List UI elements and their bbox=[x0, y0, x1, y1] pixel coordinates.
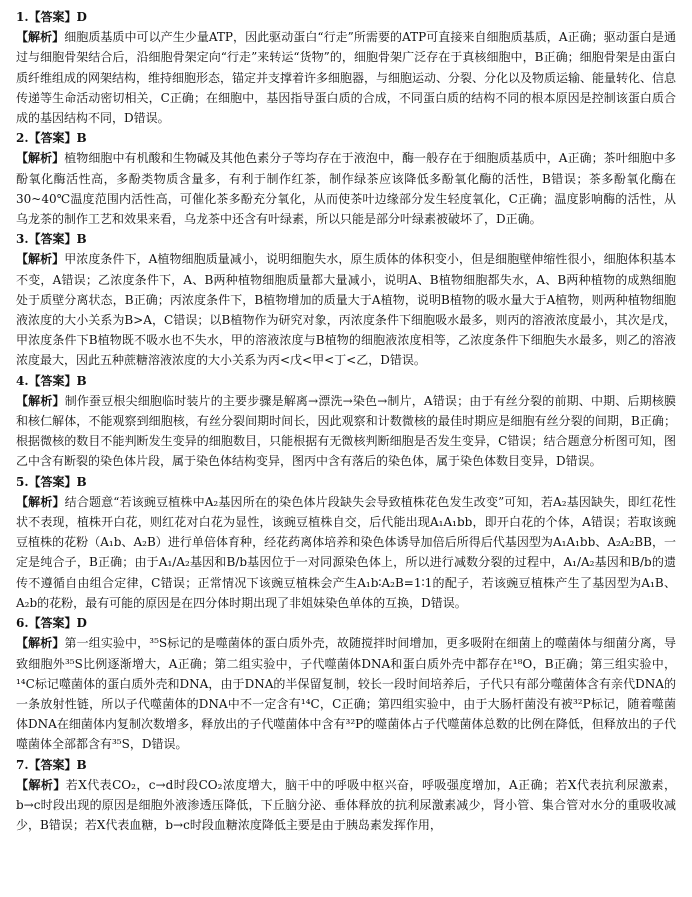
explanation-text: 第一组实验中，³⁵S标记的是噬菌体的蛋白质外壳，故随搅拌时间增加，更多吸附在细菌上的噬菌体与细菌分离，导致细胞外³⁵S比例逐渐增大，A正确；第二组实验中，子代噬菌体DNA和蛋白质外壳中都存在¹⁸O，B正确；第三组实验中，¹⁴C标记噬菌体的蛋白质外壳和DNA，由于DNA的半保留复制，较长一段时间培养后，子代只有部分噬菌体含有亲代DNA的一条放射性链，所以子代噬菌体的DNA中不一定含有¹⁴C，C正确；第四组实验中，由于大肠杆菌没有被³²P标记，随着噬菌体DNA在细菌体内复制次数增多，释放出的子代噬菌体中含有³²P的噬菌体占子代噬菌体总数的比例在降低，但释放出的子代噬菌体全部都含有³⁵S，D错误。 bbox=[16, 636, 676, 752]
explanation bbox=[16, 27, 676, 128]
explanation-text: 结合题意“若该豌豆植株中A₂基因所在的染色体片段缺失会导致植株花色发生改变”可知，若A₂基因缺失，即红花性状不表现，植株开白花，则红花对白花为显性，该豌豆植株自交，后代能出现A₁A₁bb，即开白花的个体，A错误；若取该豌豆植株的花粉（A₁b、A₂B）进行单倍体育种，经花药离体培养和染色体诱导加倍后所得后代基因型为A₁A₁bb、A₂A₂BB，一定是纯合子，B正确；由于A₁/A₂基因和B/b基因位于一对同源染色体上，所以进行减数分裂的过程中，A₁/A₂基因和B/b的遗传不遵循自由组合定律，C错误；正常情况下该豌豆植株会产生A₁b∶A₂B=1∶1的配子，若该豌豆植株产生了基因型为A₁B、A₂b的花粉，最有可能的原因是在四分体时期出现了非姐妹染色单体的互换，D错误。 bbox=[16, 494, 676, 610]
question-number: 3. bbox=[16, 232, 29, 247]
answer-value: B bbox=[76, 757, 87, 772]
answer-label: 【答案】 bbox=[28, 616, 77, 631]
question-number: 6. bbox=[16, 616, 29, 631]
answer-value: B bbox=[76, 232, 87, 247]
question-1 bbox=[16, 7, 676, 128]
explanation bbox=[16, 249, 676, 370]
explanation bbox=[16, 775, 676, 836]
question-number: 1. bbox=[16, 10, 29, 24]
answer-value: D bbox=[76, 10, 87, 24]
answer-label: 【答案】 bbox=[28, 131, 77, 146]
answer-line bbox=[16, 7, 676, 27]
question-number: 7. bbox=[16, 757, 29, 772]
answer-value: B bbox=[76, 474, 87, 489]
answer-line bbox=[16, 755, 676, 775]
explanation-label: 【解析】 bbox=[16, 30, 65, 45]
explanation-label: 【解析】 bbox=[16, 393, 65, 408]
answer-label: 【答案】 bbox=[28, 757, 77, 772]
question-number: 5. bbox=[16, 474, 29, 489]
question-2 bbox=[16, 128, 676, 229]
answer-line bbox=[16, 472, 676, 492]
answer-label: 【答案】 bbox=[28, 10, 77, 24]
answer-line bbox=[16, 371, 676, 391]
answer-label: 【答案】 bbox=[28, 474, 77, 489]
answer-line bbox=[16, 229, 676, 249]
answer-value: D bbox=[76, 616, 87, 631]
answer-label: 【答案】 bbox=[28, 373, 77, 388]
answer-line bbox=[16, 613, 676, 633]
explanation bbox=[16, 391, 676, 472]
answer-value: B bbox=[76, 373, 87, 388]
explanation-text: 制作蚕豆根尖细胞临时装片的主要步骤是解离→漂洗→染色→制片，A错误；由于有丝分裂的前期、中期、后期核膜和核仁解体，不能观察到细胞核，有丝分裂间期时间长，因此观察和计数微核的最佳时期应是细胞有丝分裂的间期，B正确；根据微核的数目不能判断发生变异的细胞数目，只能根据有无微核判断细胞是否发生变异，C错误；结合题意分析图可知，图乙中含有断裂的染色体片段，属于染色体结构变异，图丙中含有落后的染色体，属于染色体数目变异，D错误。 bbox=[16, 393, 676, 469]
explanation-label: 【解析】 bbox=[16, 777, 66, 792]
explanation-text: 植物细胞中有机酸和生物碱及其他色素分子等均存在于液泡中，酶一般存在于细胞质基质中，A正确；茶叶细胞中多酚氧化酶活性高，多酚类物质含量多，有利于制作红茶，制作绿茶应该降低多酚氧化酶的活性，B错误；茶多酚氧化酶在30~40℃温度范围内活性高，可催化茶多酚充分氧化，从而使茶叶边缘部分发生轻度氧化，C正确；温度影响酶的活性，从乌龙茶的制作工艺和效果来看，乌龙茶中还含有叶绿素，所以只能是部分叶绿素被破坏了，D正确。 bbox=[16, 151, 676, 227]
explanation bbox=[16, 492, 676, 613]
question-7 bbox=[16, 755, 676, 836]
explanation-text: 甲浓度条件下，A植物细胞质量减小，说明细胞失水，原生质体的体积变小，但是细胞壁伸缩性很小，细胞体积基本不变，A错误；乙浓度条件下，A、B两种植物细胞质量都大量减小，说明A、B植物细胞都失水，A、B两种植物的成熟细胞处于质壁分离状态，B正确；丙浓度条件下，B植物增加的质量大于A植物，说明B植物的吸水量大于A植物，则两种植物细胞液浓度的大小关系为B>A，C错误；以B植物作为研究对象，丙浓度条件下细胞吸水最多，则丙的溶液浓度最小，其次是戊，甲浓度条件下B植物既不吸水也不失水，甲的溶液浓度与B植物的细胞液浓度相等，乙浓度条件下细胞失水最多，则乙的溶液浓度最大，因此五种蔗糖溶液浓度的大小关系为丙<戊<甲<丁<乙，D错误。 bbox=[16, 252, 676, 368]
question-5 bbox=[16, 472, 676, 613]
question-number: 4. bbox=[16, 373, 29, 388]
explanation bbox=[16, 148, 676, 229]
explanation-label: 【解析】 bbox=[16, 151, 65, 166]
explanation-text: 细胞质基质中可以产生少量ATP，因此驱动蛋白“行走”所需要的ATP可直接来自细胞质基质，A正确；驱动蛋白是通过与细胞骨架结合后，沿细胞骨架定向“行走”来转运“货物”的，细胞骨架广泛存在于真核细胞中，B正确；细胞骨架是由蛋白质纤维组成的网架结构，维持细胞形态，锚定并支撑着许多细胞器，与细胞运动、分裂、分化以及物质运输、能量转化、信息传递等生命活动密切相关，C正确；在细胞中，基因指导蛋白质的合成，不同蛋白质的结构不同的根本原因是控制该蛋白质合成的基因结构不同，D错误。 bbox=[16, 30, 677, 126]
explanation-text: 若X代表CO₂，c→d时段CO₂浓度增大，脑干中的呼吸中枢兴奋，呼吸强度增加，A正确；若X代表抗利尿激素，b→c时段出现的原因是细胞外液渗透压降低，下丘脑分泌、垂体释放的抗利尿激素减少，肾小管、集合管对水分的重吸收减少，B错误；若X代表血糖，b→c时段血糖浓度降低主要是由于胰岛素发挥作用， bbox=[16, 777, 676, 833]
answer-value: B bbox=[76, 131, 87, 146]
explanation-label: 【解析】 bbox=[16, 252, 65, 267]
question-number: 2. bbox=[16, 131, 29, 146]
answer-label: 【答案】 bbox=[28, 232, 77, 247]
explanation bbox=[16, 633, 676, 754]
question-4 bbox=[16, 371, 676, 472]
explanation-label: 【解析】 bbox=[16, 494, 65, 509]
question-3 bbox=[16, 229, 676, 370]
explanation-label: 【解析】 bbox=[16, 636, 65, 651]
question-6 bbox=[16, 613, 676, 754]
answer-line bbox=[16, 128, 676, 148]
